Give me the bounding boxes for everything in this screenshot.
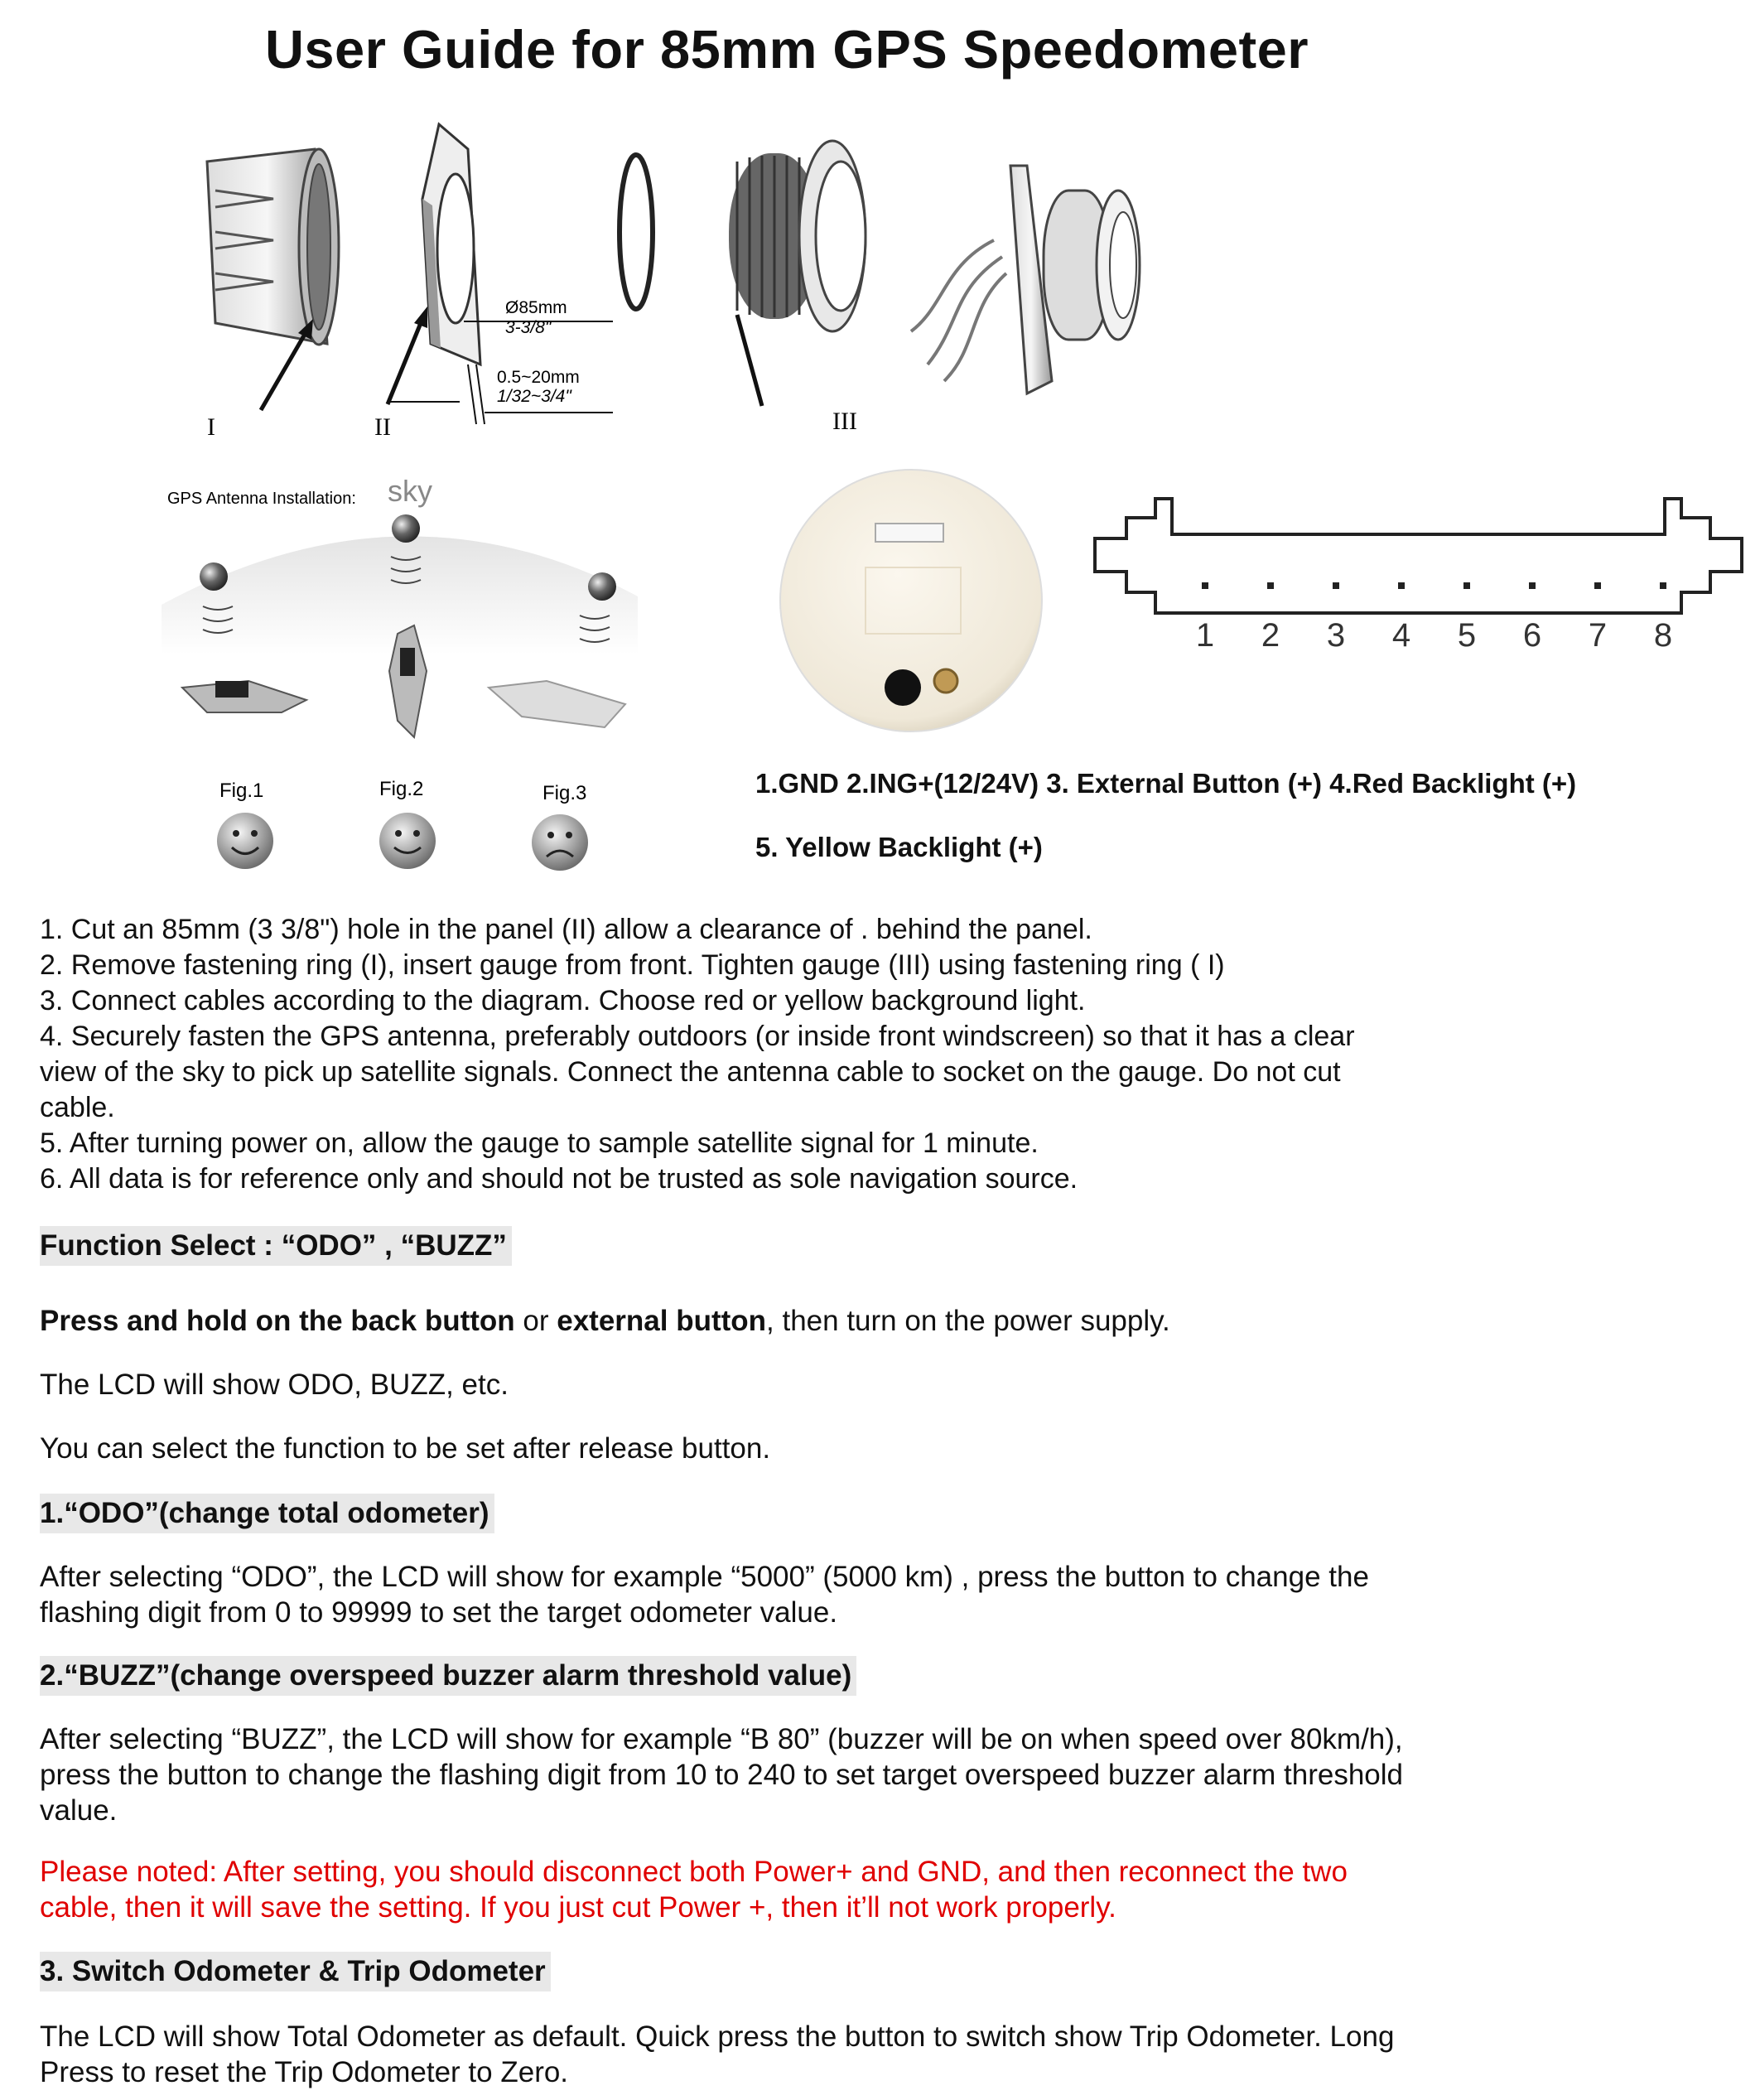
instruction-line: 2. Remove fastening ring (I), insert gauge from front. Tighten gauge (III) using fastening ring ( I): [40, 949, 1225, 981]
odo-paragraph: [40, 1559, 1531, 1630]
instruction-line: 6. All data is for reference only and should not be trusted as sole navigation source.: [40, 1163, 1078, 1195]
press-bold-1: Press and hold on the back button: [40, 1305, 515, 1337]
fig3-label: Fig.3: [542, 782, 587, 804]
pin-dot: [1594, 582, 1601, 589]
switch-odometer-heading: 3. Switch Odometer & Trip Odometer: [40, 1952, 551, 1991]
odo-line-1: After selecting “ODO”, the LCD will show for example “5000” (5000 km) , press the button to change the: [40, 1561, 1369, 1593]
instruction-line: 4. Securely fasten the GPS antenna, preferably outdoors (or inside front windscreen) so that it has a clear: [40, 1021, 1355, 1052]
satellite-icon: [200, 562, 228, 591]
connector-pin-diagram: [1093, 497, 1748, 663]
smile-face-icon: [217, 813, 273, 869]
pin-label: 2: [1261, 617, 1280, 654]
pin-label: 1: [1195, 617, 1215, 654]
thickness-inch-label: 1/32~3/4": [497, 387, 571, 406]
note-line-1: Please noted: After setting, you should disconnect both Power+ and GND, and then reconnect the two: [40, 1856, 1348, 1888]
function-select-heading: Function Select : “ODO” , “BUZZ”: [40, 1226, 512, 1266]
buzz-paragraph: [40, 1721, 1531, 1828]
o-ring-icon: [620, 155, 653, 309]
instruction-line: view of the sky to pick up satellite signals. Connect the antenna cable to socket on the gauge. Do not cut: [40, 1056, 1341, 1088]
dimension-line: [468, 364, 476, 424]
buzz-heading: 2.“BUZZ”(change overspeed buzzer alarm threshold value): [40, 1656, 856, 1696]
fastening-ring-icon: [207, 149, 339, 345]
note-line-2: cable, then it will save the setting. If you just cut Power +, then it’ll not work properly.: [40, 1891, 1116, 1924]
antenna-socket-icon: [934, 669, 957, 693]
part-2-label: II: [374, 413, 391, 441]
panel-icon: [422, 124, 480, 364]
pin-label: 3: [1326, 617, 1346, 654]
lcd-show-paragraph: The LCD will show ODO, BUZZ, etc.: [40, 1369, 509, 1401]
pin-dot: [1202, 582, 1208, 589]
gauge-back-photo: [774, 464, 1048, 746]
press-bold-2: external button: [557, 1305, 767, 1337]
instruction-line: 3. Connect cables according to the diagram. Choose red or yellow background light.: [40, 985, 1086, 1016]
arrow-icon: [737, 315, 762, 406]
pin-label: 4: [1391, 617, 1411, 654]
arrowhead-icon: [414, 307, 427, 328]
press-hold-paragraph: [40, 1303, 1531, 1339]
pin-dot: [1529, 582, 1536, 589]
pin-dot: [1398, 582, 1405, 589]
select-after-paragraph: You can select the function to be set after release button.: [40, 1432, 771, 1465]
pin-dot: [1333, 582, 1339, 589]
part-3-label: III: [832, 408, 857, 435]
smile-face-icon: [379, 813, 436, 869]
antenna-inverted-icon: [489, 681, 625, 727]
instruction-line: cable.: [40, 1092, 115, 1123]
mounting-diagram: [182, 116, 1292, 447]
pin-label: 6: [1522, 617, 1542, 654]
diameter-label: Ø85mm: [505, 298, 567, 317]
sad-face-icon: [532, 814, 588, 871]
fig2-label: Fig.2: [379, 778, 424, 800]
satellite-icon: [392, 514, 420, 543]
gauge-body-icon: [729, 141, 866, 331]
buzz-line-2: press the button to change the flashing digit from 10 to 240 to set target overspeed buzzer alarm threshold: [40, 1759, 1403, 1791]
pin-description-line-1: 1.GND 2.ING+(12/24V) 3. External Button (+) 4.Red Backlight (+): [755, 768, 1577, 799]
pin-label: 5: [1457, 617, 1477, 654]
odo-heading: 1.“ODO”(change total odometer): [40, 1494, 494, 1533]
instructions-list: [40, 912, 1531, 1197]
arrow-icon: [261, 331, 306, 410]
pin-label: 7: [1588, 617, 1608, 654]
switch-odometer-paragraph: [40, 2019, 1531, 2090]
pin-dot: [1463, 582, 1470, 589]
fig1-label: Fig.1: [219, 780, 264, 802]
pin-dot: [1267, 582, 1274, 589]
warning-note: [40, 1854, 1531, 1925]
press-rest: , then turn on the power supply.: [766, 1305, 1170, 1337]
antenna-installation-diagram: [157, 464, 663, 878]
dimension-line: [476, 364, 485, 424]
buzz-line-3: value.: [40, 1794, 118, 1827]
pin-description-line-2: 5. Yellow Backlight (+): [755, 832, 1043, 862]
pin-dot: [1660, 582, 1666, 589]
sky-label: sky: [388, 474, 432, 508]
antenna-module-icon: [215, 681, 248, 698]
connector-outline: [1095, 499, 1742, 613]
pin-label: 8: [1653, 617, 1673, 654]
assembled-gauge-icon: [911, 166, 1140, 393]
instruction-line: 1. Cut an 85mm (3 3/8") hole in the panel (II) allow a clearance of . behind the panel.: [40, 914, 1092, 945]
part-1-label: I: [207, 413, 215, 441]
antenna-module-icon: [400, 648, 415, 676]
thickness-label: 0.5~20mm: [497, 368, 580, 387]
switch-line-1: The LCD will show Total Odometer as default. Quick press the button to switch show Trip Odometer. Long: [40, 2020, 1395, 2053]
arrow-icon: [388, 319, 422, 404]
press-or: or: [514, 1305, 557, 1337]
page-title: User Guide for 85mm GPS Speedometer: [264, 19, 1309, 80]
diameter-inch-label: 3-3/8": [505, 318, 552, 337]
switch-line-2: Press to reset the Trip Odometer to Zero.: [40, 2056, 569, 2088]
back-button-icon: [885, 669, 921, 706]
satellite-icon: [588, 572, 616, 601]
antenna-title: GPS Antenna Installation:: [167, 490, 356, 508]
buzz-line-1: After selecting “BUZZ”, the LCD will show for example “B 80” (buzzer will be on when speed over 80km/h),: [40, 1723, 1403, 1755]
odo-line-2: flashing digit from 0 to 99999 to set the target odometer value.: [40, 1596, 838, 1629]
instruction-line: 5. After turning power on, allow the gauge to sample satellite signal for 1 minute.: [40, 1127, 1039, 1159]
connector-socket-icon: [875, 524, 943, 542]
